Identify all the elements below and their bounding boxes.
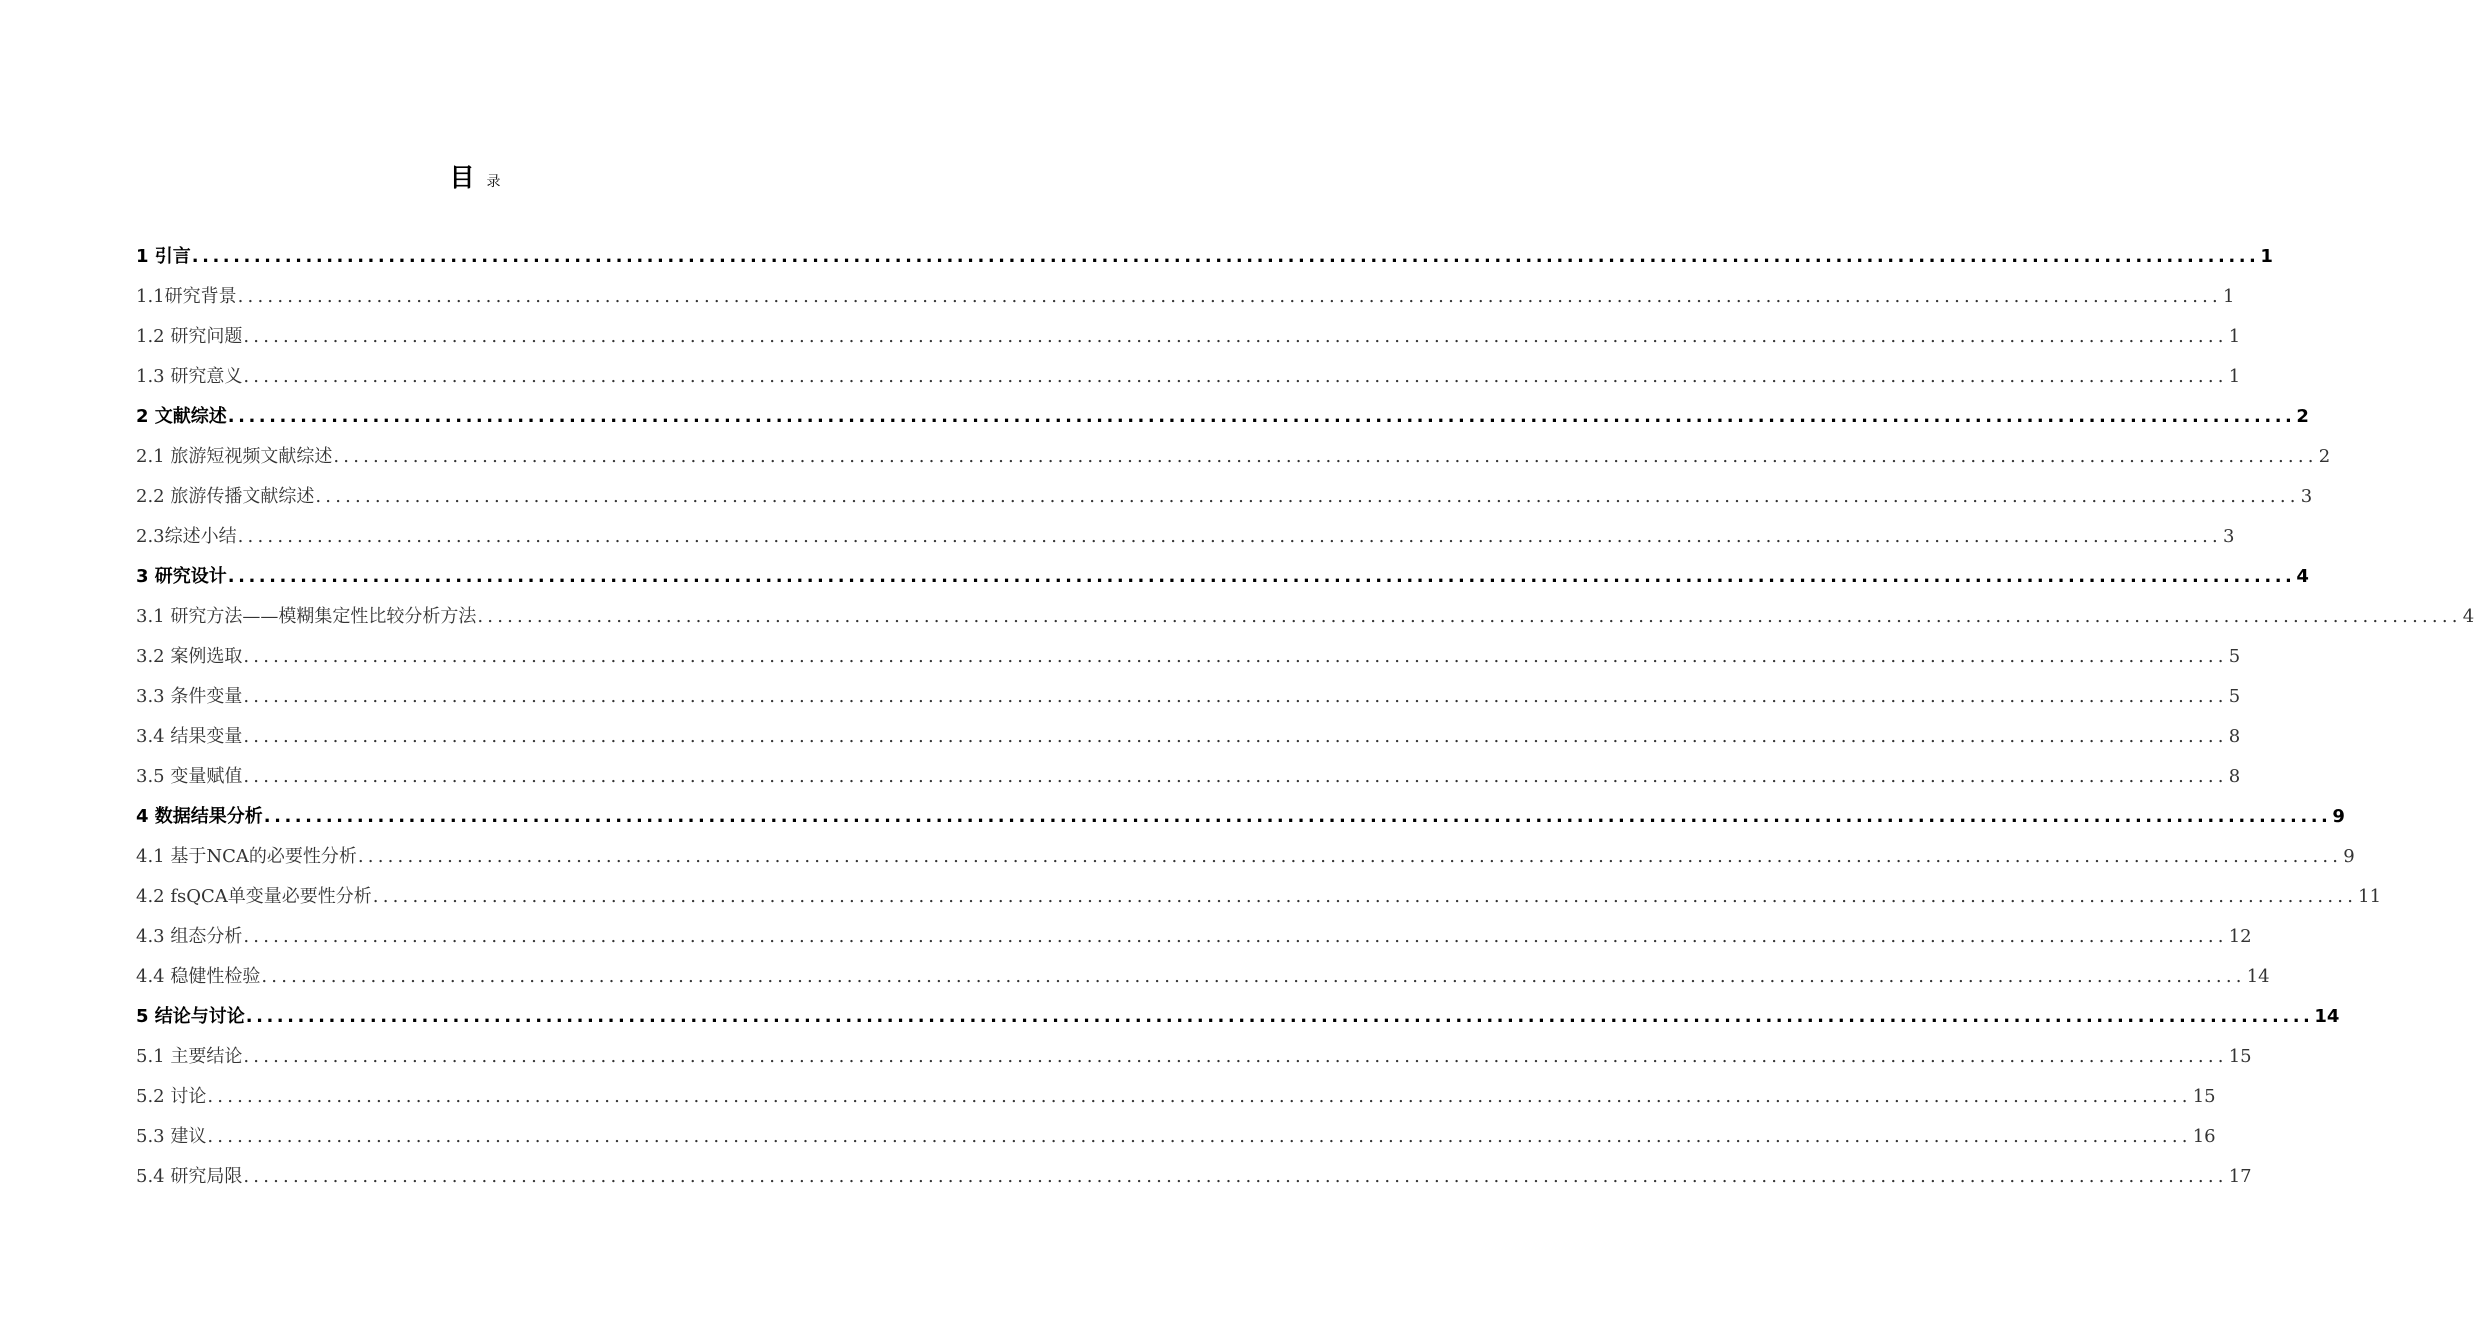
toc-entry-label: 3.2 案例选取: [136, 646, 243, 667]
toc-entry-page-number: 14: [2246, 966, 2270, 987]
toc-section-entry[interactable]: [136, 1117, 2216, 1157]
toc-dot-leader: ........................................................................................................................................................................................................: [243, 926, 2228, 947]
toc-entry-page-number: 1: [2228, 366, 2241, 387]
toc-section-entry[interactable]: [136, 717, 2241, 757]
toc-entry-label: 2.2 旅游传播文献综述: [136, 486, 315, 507]
toc-dot-leader: ........................................................................................................................................................................................................: [243, 686, 2228, 707]
toc-section-entry[interactable]: [136, 677, 2241, 717]
toc-entry-label: 3.3 条件变量: [136, 686, 243, 707]
toc-section-entry[interactable]: [136, 637, 2241, 677]
toc-entry-label: 4.3 组态分析: [136, 926, 243, 947]
toc-entry-page-number: 14: [2314, 1006, 2340, 1027]
toc-entry-page-number: 9: [2332, 806, 2345, 827]
toc-chapter-entry[interactable]: [136, 997, 2340, 1037]
title-sub: 录: [486, 174, 501, 190]
toc-entry-label: 3.5 变量赋值: [136, 766, 243, 787]
toc-entry-page-number: 15: [2228, 1046, 2252, 1067]
toc-entry-label: 2.3综述小结: [136, 526, 237, 547]
toc-entry-label: 4.4 稳健性检验: [136, 966, 261, 987]
toc-section-entry[interactable]: [136, 597, 2474, 637]
toc-dot-leader: ........................................................................................................................................................................................................: [237, 286, 2222, 307]
toc-entry-page-number: 3: [2300, 486, 2313, 507]
toc-section-entry[interactable]: [136, 757, 2241, 797]
toc-dot-leader: ........................................................................................................................................................................................................: [207, 1126, 2192, 1147]
toc-entry-label: 5 结论与讨论: [136, 1006, 245, 1027]
toc-entry-page-number: 16: [2192, 1126, 2216, 1147]
toc-entry-label: 1.3 研究意义: [136, 366, 243, 387]
toc-entry-page-number: 4: [2462, 606, 2474, 627]
toc-chapter-entry[interactable]: [136, 797, 2345, 837]
toc-entry-page-number: 9: [2343, 846, 2355, 867]
toc-entry-page-number: 11: [2358, 886, 2382, 907]
toc-entry-page-number: 17: [2228, 1166, 2252, 1187]
toc-entry-label: 3 研究设计: [136, 566, 227, 587]
toc-section-entry[interactable]: [136, 437, 2331, 477]
toc-entry-label: 1 引言: [136, 246, 191, 267]
page-title: [0, 158, 950, 194]
toc-dot-leader: ........................................................................................................................................................................................................: [315, 486, 2300, 507]
toc-dot-leader: ........................................................................................................................................................................................................: [191, 246, 2260, 267]
toc-entry-label: 4 数据结果分析: [136, 806, 263, 827]
toc-entry-label: 3.1 研究方法——模糊集定性比较分析方法: [136, 606, 477, 627]
toc-section-entry[interactable]: [136, 357, 2241, 397]
toc-section-entry[interactable]: [136, 1157, 2252, 1197]
toc-entry-label: 5.4 研究局限: [136, 1166, 243, 1187]
toc-section-entry[interactable]: [136, 877, 2382, 917]
title-main: 目: [449, 163, 475, 192]
toc-entry-label: 5.1 主要结论: [136, 1046, 243, 1067]
toc-dot-leader: ........................................................................................................................................................................................................: [227, 566, 2296, 587]
toc-entry-label: 3.4 结果变量: [136, 726, 243, 747]
toc-entry-label: 1.2 研究问题: [136, 326, 243, 347]
toc-entry-page-number: 15: [2192, 1086, 2216, 1107]
toc-dot-leader: ........................................................................................................................................................................................................: [261, 966, 2246, 987]
toc-section-entry[interactable]: [136, 477, 2313, 517]
toc-chapter-entry[interactable]: [136, 557, 2309, 597]
toc-entry-page-number: 5: [2228, 686, 2241, 707]
toc-dot-leader: ........................................................................................................................................................................................................: [243, 646, 2228, 667]
toc-entry-label: 1.1研究背景: [136, 286, 237, 307]
toc-section-entry[interactable]: [136, 837, 2355, 877]
toc-dot-leader: ........................................................................................................................................................................................................: [243, 1166, 2228, 1187]
toc-dot-leader: ........................................................................................................................................................................................................: [243, 326, 2228, 347]
toc-entry-page-number: 8: [2228, 766, 2241, 787]
toc-section-entry[interactable]: [136, 317, 2241, 357]
toc-entry-page-number: 12: [2228, 926, 2252, 947]
toc-section-entry[interactable]: [136, 517, 2235, 557]
toc-dot-leader: ........................................................................................................................................................................................................: [237, 526, 2222, 547]
toc-entry-page-number: 2: [2318, 446, 2331, 467]
toc-section-entry[interactable]: [136, 957, 2270, 997]
toc-dot-leader: ........................................................................................................................................................................................................: [243, 726, 2228, 747]
toc-entry-page-number: 1: [2228, 326, 2241, 347]
toc-dot-leader: ........................................................................................................................................................................................................: [243, 766, 2228, 787]
toc-dot-leader: ........................................................................................................................................................................................................: [357, 846, 2343, 867]
toc-dot-leader: ........................................................................................................................................................................................................: [372, 886, 2358, 907]
table-of-contents: [136, 237, 2474, 1197]
toc-section-entry[interactable]: [136, 1077, 2216, 1117]
toc-entry-page-number: 5: [2228, 646, 2241, 667]
toc-entry-label: 2.1 旅游短视频文献综述: [136, 446, 333, 467]
toc-entry-page-number: 1: [2260, 246, 2273, 267]
toc-entry-page-number: 3: [2222, 526, 2235, 547]
toc-dot-leader: ........................................................................................................................................................................................................: [227, 406, 2296, 427]
toc-dot-leader: ........................................................................................................................................................................................................: [477, 606, 2462, 627]
toc-chapter-entry[interactable]: [136, 397, 2309, 437]
toc-section-entry[interactable]: [136, 277, 2235, 317]
toc-entry-page-number: 4: [2296, 566, 2309, 587]
toc-entry-page-number: 2: [2296, 406, 2309, 427]
toc-dot-leader: ........................................................................................................................................................................................................: [243, 1046, 2228, 1067]
toc-entry-label: 4.2 fsQCA单变量必要性分析: [136, 886, 372, 907]
toc-section-entry[interactable]: [136, 1037, 2252, 1077]
toc-dot-leader: ........................................................................................................................................................................................................: [263, 806, 2332, 827]
toc-chapter-entry[interactable]: [136, 237, 2273, 277]
toc-entry-page-number: 1: [2222, 286, 2235, 307]
toc-dot-leader: ........................................................................................................................................................................................................: [207, 1086, 2192, 1107]
toc-section-entry[interactable]: [136, 917, 2252, 957]
toc-entry-label: 2 文献综述: [136, 406, 227, 427]
toc-dot-leader: ........................................................................................................................................................................................................: [243, 366, 2228, 387]
toc-entry-label: 4.1 基于NCA的必要性分析: [136, 846, 357, 867]
toc-dot-leader: ........................................................................................................................................................................................................: [245, 1006, 2314, 1027]
toc-entry-label: 5.3 建议: [136, 1126, 207, 1147]
toc-entry-label: 5.2 讨论: [136, 1086, 207, 1107]
toc-entry-page-number: 8: [2228, 726, 2241, 747]
toc-dot-leader: ........................................................................................................................................................................................................: [333, 446, 2318, 467]
